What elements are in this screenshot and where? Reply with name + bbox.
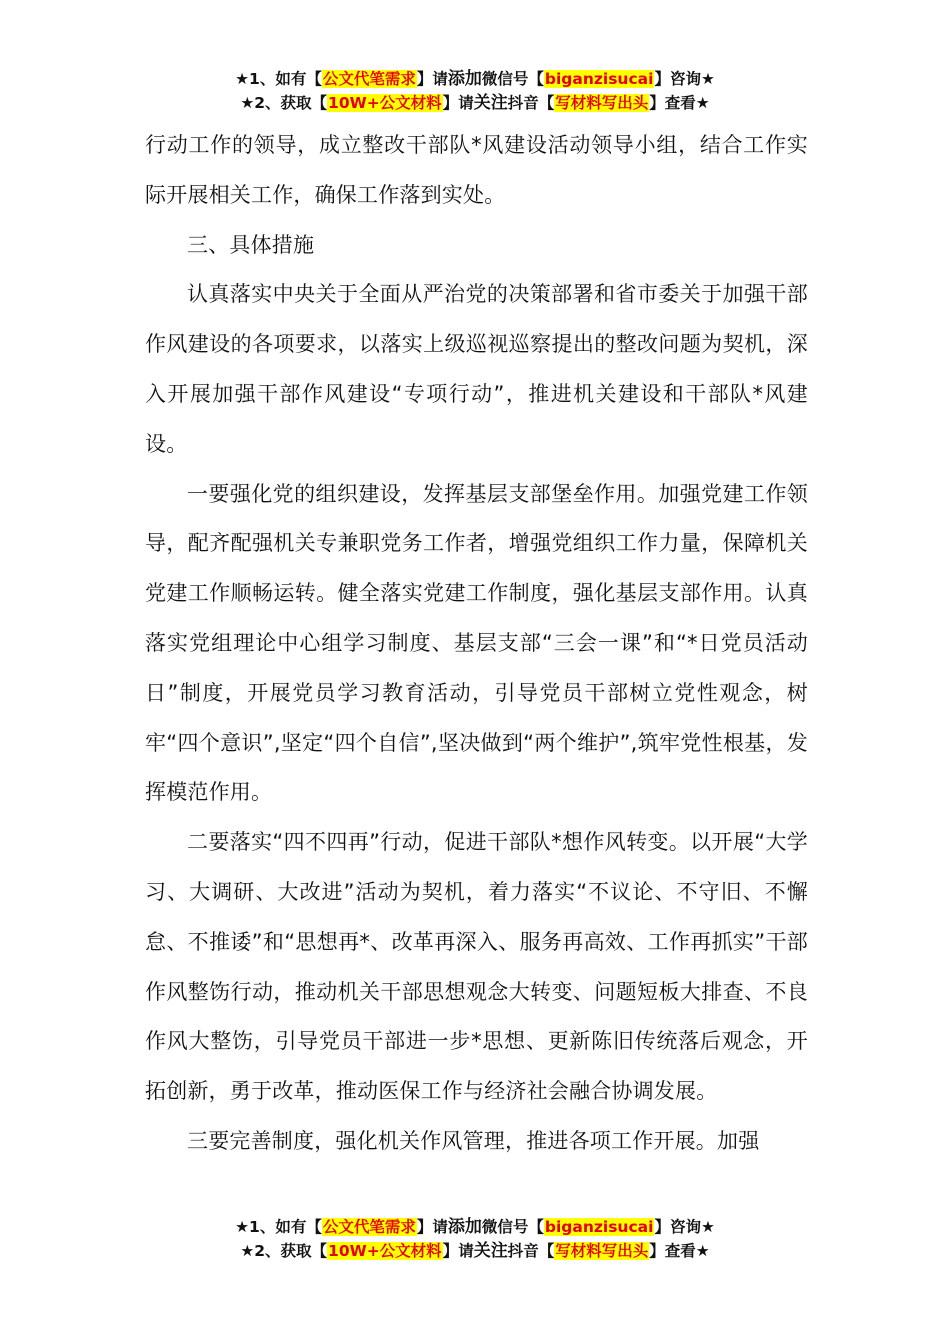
banner-highlight: 公文代笔需求 [322, 70, 416, 88]
banner-keyword: 关注 [473, 93, 508, 113]
banner-line-2 [0, 91, 950, 115]
banner-text: 】请 [416, 70, 448, 88]
banner-text: 】咨询★ [654, 70, 715, 88]
section-heading: 三、具体措施 [187, 232, 315, 257]
banner-highlight: biganzisucai [544, 1218, 654, 1236]
banner-text: ★1、如有【 [235, 70, 322, 88]
banner-line-2 [0, 1239, 950, 1263]
document-body [145, 121, 808, 1167]
banner-keyword: 添加 [447, 1217, 482, 1237]
banner-text: 抖音【 [507, 1242, 555, 1260]
paragraph-measure-1: 一要强化党的组织建设，发挥基层支部堡垒作用。加强党建工作领导，配齐配强机关专兼职党务工作者，增强党组织工作力量，保障机关党建工作顺畅运转。健全落实党建工作制度，强化基层支部作用。认真落实党组理论中心组学习制度、基层支部“三会一课”和“*日党员活动日”制度，开展党员学习教育活动，引导党员干部树立党性观念，树牢“四个意识”,坚定“四个自信”,坚决做到“两个维护”,筑牢党性根基，发挥模范作用。 [145, 481, 808, 805]
top-banner [0, 67, 950, 115]
banner-text: 抖音【 [507, 94, 555, 112]
paragraph-continued: 行动工作的领导，成立整改干部队*风建设活动领导小组，结合工作实际开展相关工作，确保工作落到实处。 [145, 133, 808, 207]
banner-keyword: 添加 [447, 69, 482, 89]
banner-highlight: 写材料写出头 [555, 1242, 649, 1260]
banner-text: 】请 [442, 94, 474, 112]
banner-text: 微信号【 [481, 70, 544, 88]
banner-text: 】咨询★ [654, 1218, 715, 1236]
paragraph-intro: 认真落实中央关于全面从严治党的决策部署和省市委关于加强干部作风建设的各项要求，以落实上级巡视巡察提出的整改问题为契机，深入开展加强干部作风建设“专项行动”，推进机关建设和干部队*风建设。 [145, 282, 808, 456]
banner-line-1 [0, 1215, 950, 1239]
banner-highlight: 写材料写出头 [555, 94, 649, 112]
banner-line-1 [0, 67, 950, 91]
banner-text: 】请 [416, 1218, 448, 1236]
banner-highlight: 公文代笔需求 [322, 1218, 416, 1236]
banner-text: ★2、获取【 [240, 1242, 328, 1260]
paragraph-measure-2: 二要落实“四不四再”行动，促进干部队*想作风转变。以开展“大学习、大调研、大改进”活动为契机，着力落实“不议论、不守旧、不懈怠、不推诿”和“思想再*、改革再深入、服务再高效、工作再抓实”干部作风整饬行动，推动机关干部思想观念大转变、问题短板大排查、不良作风大整饬，引导党员干部进一步*思想、更新陈旧传统落后观念，开拓创新，勇于改革，推动医保工作与经济社会融合协调发展。 [145, 830, 808, 1104]
banner-text: 】查看★ [649, 1242, 710, 1260]
paragraph-measure-3: 三要完善制度，强化机关作风管理，推进各项工作开展。加强 [187, 1128, 760, 1153]
banner-text: 微信号【 [481, 1218, 544, 1236]
banner-text: ★2、获取【 [240, 94, 328, 112]
banner-keyword: 关注 [473, 1241, 508, 1261]
bottom-banner [0, 1215, 950, 1263]
banner-text: 】请 [442, 1242, 474, 1260]
banner-highlight: 10W+公文材料 [328, 1242, 442, 1260]
banner-text: 】查看★ [649, 94, 710, 112]
banner-highlight: biganzisucai [544, 70, 654, 88]
banner-text: ★1、如有【 [235, 1218, 322, 1236]
banner-highlight: 10W+公文材料 [328, 94, 442, 112]
